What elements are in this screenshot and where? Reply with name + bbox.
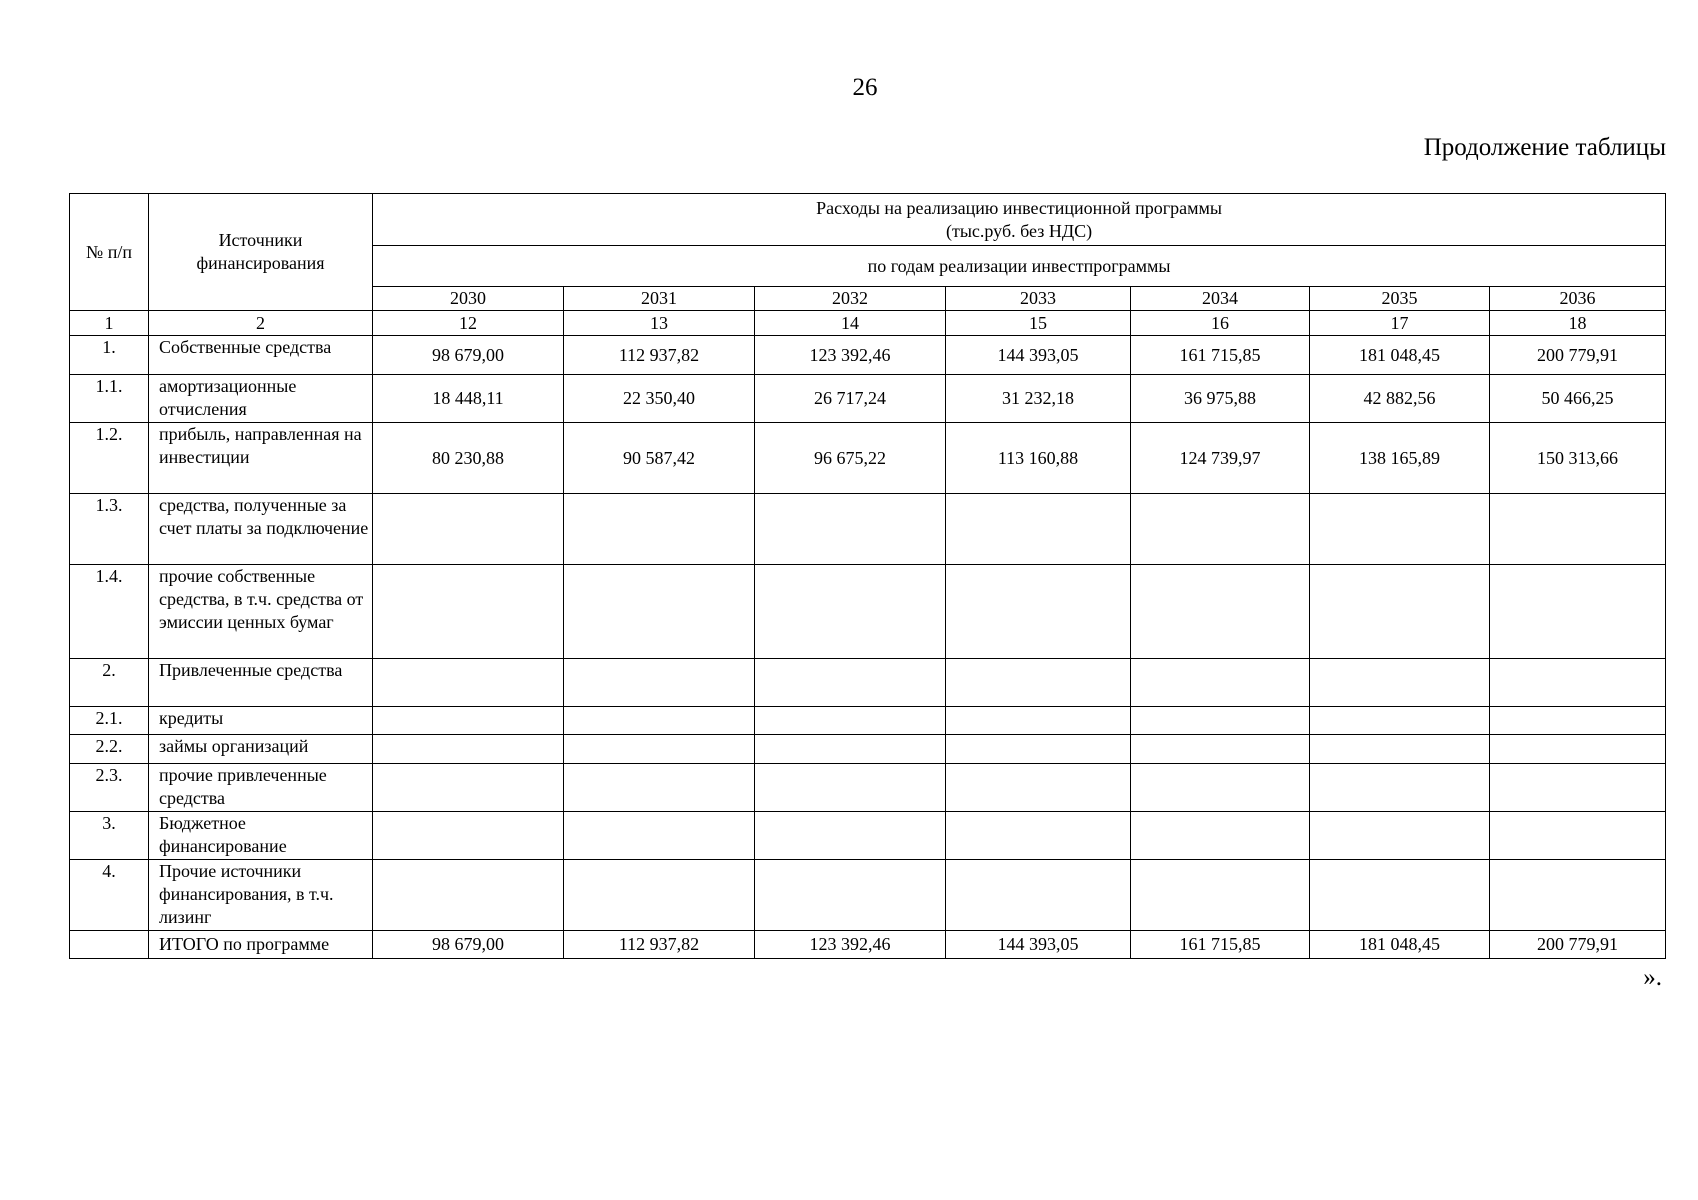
page-number: 26 (852, 74, 878, 101)
row-source: Привлеченные средства (149, 659, 373, 707)
row-value (946, 494, 1131, 565)
row-source: ИТОГО по программе (149, 931, 373, 959)
row-value: 112 937,82 (564, 336, 755, 375)
header-year: 2032 (755, 287, 946, 311)
row-source: займы организаций (149, 735, 373, 764)
table-row (70, 707, 1666, 735)
row-source: амортизационные отчисления (149, 375, 373, 423)
table-row (70, 812, 1666, 860)
row-source: прочие привлеченные средства (149, 764, 373, 812)
column-number: 12 (373, 311, 564, 336)
table-row (70, 336, 1666, 375)
continuation-label: Продолжение таблицы (1423, 134, 1666, 161)
row-value (564, 707, 755, 735)
row-value: 112 937,82 (564, 931, 755, 959)
row-value (1131, 812, 1310, 860)
column-number: 14 (755, 311, 946, 336)
row-value: 181 048,45 (1310, 336, 1490, 375)
row-value (1310, 494, 1490, 565)
row-value: 138 165,89 (1310, 423, 1490, 494)
header-num: № п/п (70, 194, 149, 311)
row-value (946, 735, 1131, 764)
column-number: 17 (1310, 311, 1490, 336)
header-expenses-title: Расходы на реализацию инвестиционной программы (816, 197, 1222, 218)
row-value (1310, 735, 1490, 764)
table-row (70, 494, 1666, 565)
row-value (1131, 764, 1310, 812)
row-num: 4. (70, 860, 149, 931)
row-value (946, 707, 1131, 735)
row-source: прибыль, направленная на инвестиции (149, 423, 373, 494)
row-value (1131, 659, 1310, 707)
table-row (70, 735, 1666, 764)
table-row (70, 423, 1666, 494)
row-value (946, 812, 1131, 860)
row-value (564, 735, 755, 764)
header-expenses (373, 194, 1666, 246)
row-value (755, 565, 946, 659)
row-value: 123 392,46 (755, 336, 946, 375)
row-value: 96 675,22 (755, 423, 946, 494)
row-num (70, 931, 149, 959)
row-value (946, 764, 1131, 812)
column-number: 16 (1131, 311, 1310, 336)
row-value: 98 679,00 (373, 931, 564, 959)
row-value (1310, 764, 1490, 812)
row-value: 31 232,18 (946, 375, 1131, 423)
row-value (564, 764, 755, 812)
row-source: средства, полученные за счет платы за подключение (149, 494, 373, 565)
column-number: 13 (564, 311, 755, 336)
row-value (373, 494, 564, 565)
row-value (564, 659, 755, 707)
header-year: 2033 (946, 287, 1131, 311)
row-value: 36 975,88 (1131, 375, 1310, 423)
financing-table (69, 193, 1666, 959)
row-value (564, 860, 755, 931)
row-value (1490, 735, 1666, 764)
total-row (70, 931, 1666, 959)
row-num: 2.1. (70, 707, 149, 735)
header-source: Источники финансирования (149, 194, 373, 311)
row-value (755, 494, 946, 565)
row-value: 123 392,46 (755, 931, 946, 959)
row-value (755, 764, 946, 812)
table-row (70, 659, 1666, 707)
row-value: 181 048,45 (1310, 931, 1490, 959)
row-value (1131, 707, 1310, 735)
row-value (1131, 860, 1310, 931)
row-value (1490, 494, 1666, 565)
header-year: 2035 (1310, 287, 1490, 311)
row-value (755, 659, 946, 707)
row-value (564, 565, 755, 659)
row-value (1490, 707, 1666, 735)
row-value (373, 812, 564, 860)
row-value: 42 882,56 (1310, 375, 1490, 423)
header-year: 2036 (1490, 287, 1666, 311)
row-source: Прочие источники финансирования, в т.ч. лизинг (149, 860, 373, 931)
row-value: 161 715,85 (1131, 336, 1310, 375)
row-value: 124 739,97 (1131, 423, 1310, 494)
row-value: 144 393,05 (946, 931, 1131, 959)
row-value (1131, 494, 1310, 565)
row-value (755, 707, 946, 735)
row-value (946, 565, 1131, 659)
header-year: 2034 (1131, 287, 1310, 311)
row-num: 1.2. (70, 423, 149, 494)
row-value: 22 350,40 (564, 375, 755, 423)
row-source: Собственные средства (149, 336, 373, 375)
row-value: 200 779,91 (1490, 931, 1666, 959)
row-value (564, 494, 755, 565)
row-value (1310, 860, 1490, 931)
row-value (373, 659, 564, 707)
row-value (1131, 565, 1310, 659)
column-number: 1 (70, 311, 149, 336)
row-value: 161 715,85 (1131, 931, 1310, 959)
column-number: 18 (1490, 311, 1666, 336)
row-num: 1.3. (70, 494, 149, 565)
row-value: 144 393,05 (946, 336, 1131, 375)
header-year: 2031 (564, 287, 755, 311)
row-num: 2.2. (70, 735, 149, 764)
row-value (564, 812, 755, 860)
row-value (373, 565, 564, 659)
row-num: 2. (70, 659, 149, 707)
table-row (70, 565, 1666, 659)
table-row (70, 764, 1666, 812)
row-value (1490, 764, 1666, 812)
row-value (1131, 735, 1310, 764)
row-value: 150 313,66 (1490, 423, 1666, 494)
row-value: 98 679,00 (373, 336, 564, 375)
row-num: 1.1. (70, 375, 149, 423)
row-num: 1. (70, 336, 149, 375)
row-source: кредиты (149, 707, 373, 735)
row-value: 113 160,88 (946, 423, 1131, 494)
row-value (755, 860, 946, 931)
row-source: Бюджетное финансирование (149, 812, 373, 860)
row-value (755, 812, 946, 860)
row-value (1310, 812, 1490, 860)
row-value (1490, 565, 1666, 659)
row-value (946, 659, 1131, 707)
column-number: 2 (149, 311, 373, 336)
header-expenses-unit: (тыс.руб. без НДС) (945, 220, 1093, 241)
row-value: 200 779,91 (1490, 336, 1666, 375)
table-row (70, 860, 1666, 931)
row-value (755, 735, 946, 764)
column-number: 15 (946, 311, 1131, 336)
row-value: 90 587,42 (564, 423, 755, 494)
header-year: 2030 (373, 287, 564, 311)
row-num: 2.3. (70, 764, 149, 812)
row-value: 80 230,88 (373, 423, 564, 494)
row-num: 1.4. (70, 565, 149, 659)
row-value (1490, 659, 1666, 707)
row-value (373, 707, 564, 735)
closing-quote: ». (1643, 964, 1662, 991)
header-by-years: по годам реализации инвестпрограммы (373, 246, 1666, 287)
row-value (1310, 707, 1490, 735)
row-value (373, 735, 564, 764)
row-value (1490, 860, 1666, 931)
row-value (373, 860, 564, 931)
row-source: прочие собственные средства, в т.ч. средства от эмиссии ценных бумаг (149, 565, 373, 659)
row-value (1310, 659, 1490, 707)
row-value: 26 717,24 (755, 375, 946, 423)
row-value (946, 860, 1131, 931)
row-value (1310, 565, 1490, 659)
row-value (1490, 812, 1666, 860)
row-value: 18 448,11 (373, 375, 564, 423)
row-num: 3. (70, 812, 149, 860)
table-row (70, 375, 1666, 423)
row-value: 50 466,25 (1490, 375, 1666, 423)
row-value (373, 764, 564, 812)
